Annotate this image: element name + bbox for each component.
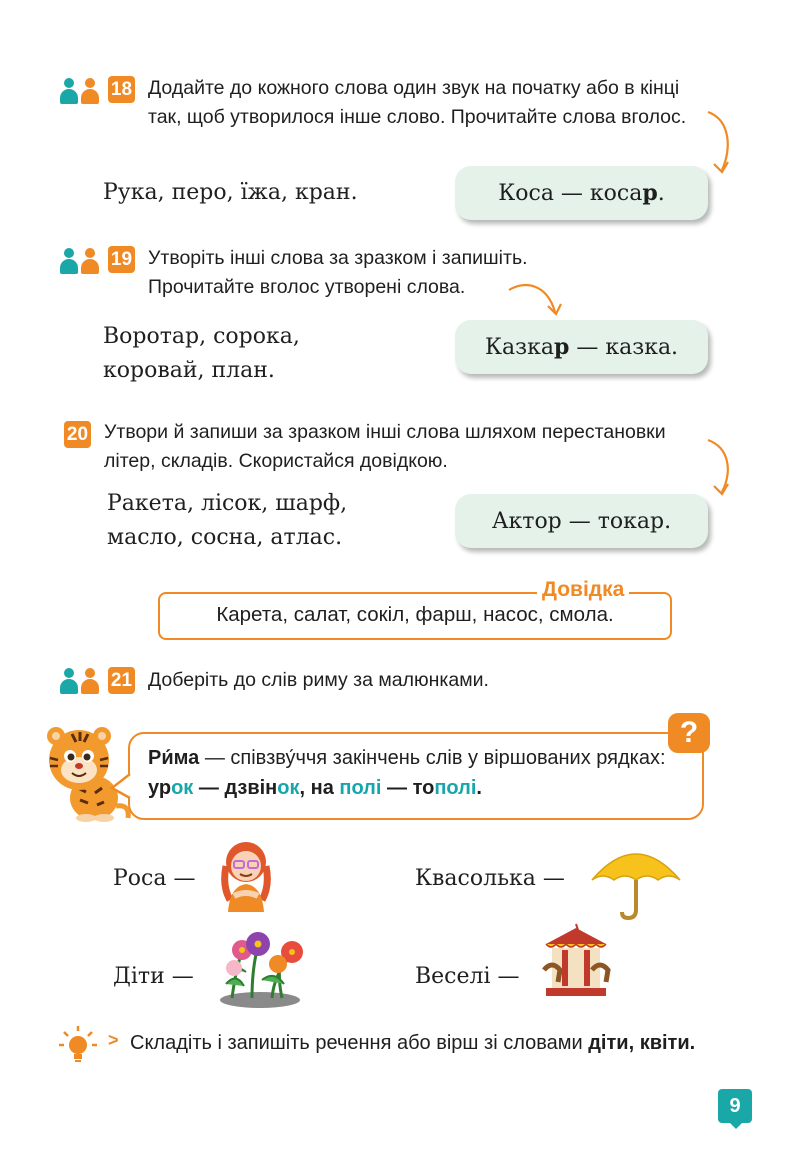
rhyme-ex2-ending: ок	[277, 777, 300, 799]
task-19-instruction	[148, 244, 708, 302]
girl-illustration	[216, 836, 276, 912]
task-18-words: Рука, перо, їжа, кран.	[103, 180, 358, 205]
task-19-example	[455, 320, 708, 374]
rhyme-examples	[148, 777, 482, 799]
task-number-18: 18	[108, 76, 135, 103]
rhyme-dash: —	[381, 777, 413, 799]
rhyme-ex2-stem: дзвін	[224, 777, 278, 799]
rhyme-dash: —	[193, 777, 225, 799]
flowers-illustration	[212, 924, 308, 1008]
rhyme-word-kvasolka: Квасолька —	[415, 866, 565, 891]
tip-chevron-icon: >	[108, 1030, 119, 1050]
curved-arrow-icon	[700, 436, 740, 498]
task-19-words	[103, 320, 300, 388]
example-text: Казка	[484, 334, 554, 360]
rhyme-comma: ,	[299, 777, 311, 799]
task-21-instruction: Доберіть до слів риму за малюнками.	[148, 669, 489, 691]
task-19-words-2: коровай, план.	[103, 358, 275, 383]
reference-title: Довідка	[537, 578, 629, 602]
task-20-words	[107, 487, 347, 555]
rhyme-ex1-ending: ок	[171, 777, 194, 799]
pair-work-icon	[60, 78, 99, 104]
page-number: 9	[718, 1089, 752, 1123]
example-bold-letter: р	[553, 334, 570, 360]
task-20-words-1: Ракета, лісок, шарф,	[107, 491, 348, 516]
rhyme-ex3-stem: на	[310, 777, 340, 799]
example-end: .	[657, 180, 665, 206]
page-number-tab	[729, 1122, 743, 1130]
tip-text-main: Складіть і запишіть речення або вірш зі словами	[130, 1032, 589, 1054]
rhyme-definition-text	[148, 743, 673, 803]
rhyme-definition: — співзву́ччя закінчень слів у віршованих рядках:	[199, 747, 666, 769]
task-number-20: 20	[64, 421, 91, 448]
tip-text-bold: діти, квіти.	[588, 1032, 696, 1054]
umbrella-illustration	[588, 836, 684, 920]
rhyme-word-rosa: Роса —	[113, 866, 196, 891]
task-20-example: Актор — токар.	[455, 494, 708, 548]
task-number-19: 19	[108, 246, 135, 273]
rhyme-word-dity: Діти —	[113, 964, 194, 989]
curved-arrow-icon	[505, 278, 565, 318]
example-text: Коса — коса	[498, 180, 643, 206]
rhyme-ex4-ending: полі	[434, 777, 477, 799]
pair-work-icon	[60, 248, 99, 274]
rhyme-ex3-ending: полі	[339, 777, 382, 799]
speech-pointer	[110, 772, 132, 800]
task-20-instruction: Утвори й запиши за зразком інші слова шляхом перестановки літер, складів. Скористайся довідкою.	[104, 421, 666, 472]
example-bold-letter: р	[642, 180, 658, 206]
rhyme-period: .	[476, 777, 482, 799]
lightbulb-idea-icon	[58, 1024, 98, 1066]
rhyme-word-veseli: Веселі —	[415, 964, 520, 989]
task-20-words-2: масло, сосна, атлас.	[107, 525, 343, 550]
task-19-line-2: Прочитайте вголос утворені слова.	[148, 276, 466, 298]
pair-work-icon	[60, 668, 99, 694]
reference-text: Карета, салат, сокіл, фарш, насос, смола.	[216, 603, 614, 626]
task-19-line-1: Утворіть інші слова за зразком і запишіть.	[148, 247, 528, 269]
rhyme-ex1-stem: ур	[148, 777, 172, 799]
rhyme-term: Ри́ма	[148, 747, 200, 769]
task-19-words-1: Воротар, сорока,	[103, 324, 300, 349]
carousel-illustration	[540, 920, 612, 1002]
rhyme-ex4-stem: то	[412, 777, 435, 799]
question-mark-icon: ?	[668, 713, 710, 753]
task-18-example	[455, 166, 708, 220]
curved-arrow-icon	[700, 108, 740, 178]
tip-text	[130, 1029, 722, 1057]
task-18-instruction: Додайте до кожного слова один звук на початку або в кінці так, щоб утворилося інше слово. Прочитайте слова вголос.	[148, 77, 687, 128]
example-end: — казка.	[569, 334, 679, 360]
task-number-21: 21	[108, 667, 135, 694]
tiger-mascot-illustration	[34, 718, 134, 822]
